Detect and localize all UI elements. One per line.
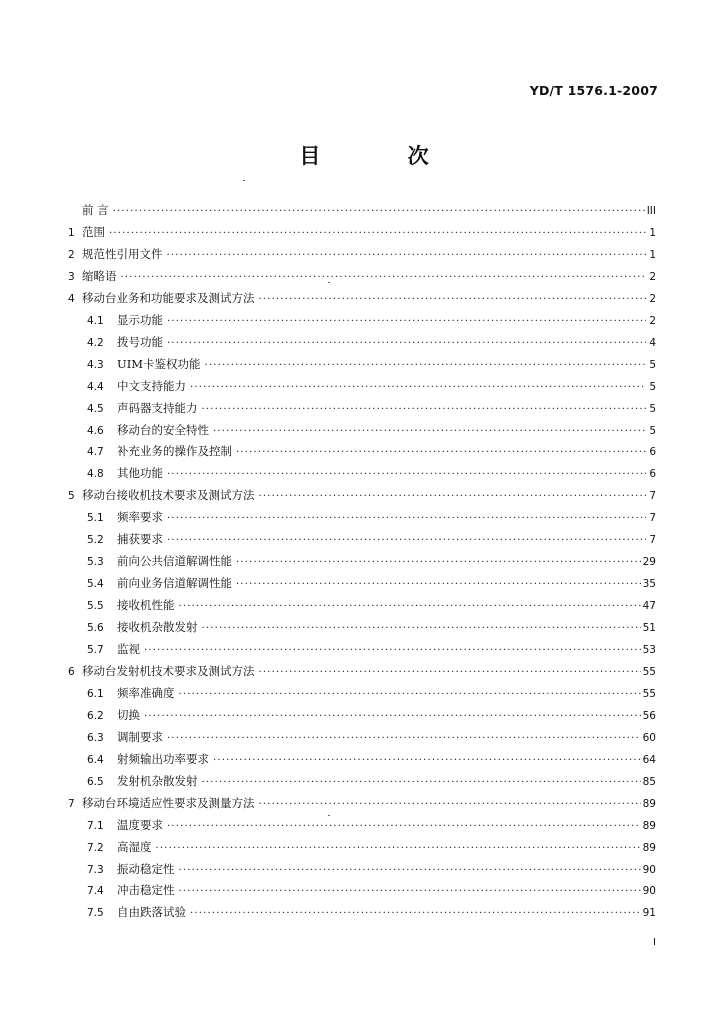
toc-entry[interactable] (68, 749, 656, 769)
toc-dot-leader (259, 487, 647, 507)
toc-entry-number: 7.5 (87, 907, 104, 919)
toc-entry-number: 7 (68, 798, 75, 810)
toc-entry[interactable] (68, 288, 656, 308)
scan-speck (328, 815, 330, 816)
toc-dot-leader (121, 268, 647, 288)
scan-speck (328, 282, 330, 283)
toc-entry-title: 规范性引用文件 (82, 247, 163, 261)
toc-entry[interactable] (68, 617, 656, 637)
toc-entry[interactable] (68, 463, 656, 483)
toc-dot-leader (213, 422, 646, 442)
toc-entry-title: 自由跌落试验 (117, 905, 186, 919)
toc-dot-leader (167, 531, 646, 551)
toc-entry[interactable] (68, 222, 656, 242)
toc-dot-leader (167, 312, 646, 332)
toc-entry-title: 频率要求 (117, 510, 163, 524)
toc-entry-title: 显示功能 (117, 313, 163, 327)
toc-dot-leader (156, 839, 641, 859)
toc-entry-page: 6 (649, 468, 656, 480)
toc-entry-page: 90 (642, 864, 656, 876)
toc-entry-page: 35 (642, 578, 656, 590)
toc-entry-title: 高湿度 (117, 840, 152, 854)
toc-entry-number: 5.1 (87, 512, 104, 524)
toc-dot-leader (179, 685, 641, 705)
toc-dot-leader (190, 904, 641, 924)
toc-dot-leader (190, 378, 646, 398)
toc-entry-number: 4.6 (87, 425, 104, 437)
toc-dot-leader (144, 641, 641, 661)
toc-entry-number: 6 (68, 666, 75, 678)
toc-entry-title: 移动台环境适应性要求及测量方法 (82, 796, 255, 810)
toc-entry-number: 6.5 (87, 776, 104, 788)
toc-entry-number: 5.3 (87, 556, 104, 568)
toc-entry[interactable] (68, 507, 656, 527)
toc-entry-page: 91 (642, 907, 656, 919)
toc-entry-title: 缩略语 (82, 269, 117, 283)
toc-dot-leader (144, 707, 641, 727)
toc-dot-leader (167, 246, 647, 266)
toc-entry-number: 5.2 (87, 534, 104, 546)
toc-entry-title: 移动台业务和功能要求及测试方法 (82, 291, 255, 305)
toc-entry-title: 移动台的安全特性 (117, 423, 209, 437)
toc-entry-title: 发射机杂散发射 (117, 774, 198, 788)
toc-entry-title: 振动稳定性 (117, 862, 175, 876)
toc-entry[interactable] (68, 244, 656, 264)
toc-entry-number: 4.1 (87, 315, 104, 327)
toc-entry[interactable] (68, 529, 656, 549)
toc-entry-title: 监视 (117, 642, 140, 656)
toc-entry-title: 声码器支持能力 (117, 401, 198, 415)
toc-dot-leader (167, 509, 646, 529)
toc-entry-page: 47 (642, 600, 656, 612)
toc-entry[interactable] (68, 771, 656, 791)
toc-entry-number: 3 (68, 271, 75, 283)
toc-dot-leader (259, 663, 641, 683)
toc-entry-page: 1 (649, 227, 656, 239)
toc-entry-title: 移动台发射机技术要求及测试方法 (82, 664, 255, 678)
toc-entry-page: 5 (649, 359, 656, 371)
standard-number: YD/T 1576.1-2007 (529, 83, 658, 98)
toc-entry[interactable] (68, 573, 656, 593)
toc-entry-page: 29 (642, 556, 656, 568)
toc-entry-page: 6 (649, 446, 656, 458)
toc-entry[interactable] (68, 705, 656, 725)
toc-entry[interactable] (68, 398, 656, 418)
toc-entry-page: III (646, 205, 656, 217)
toc-dot-leader (202, 619, 641, 639)
toc-dot-leader (109, 224, 646, 244)
toc-entry[interactable] (68, 310, 656, 330)
toc-entry-number: 7.1 (87, 820, 104, 832)
toc-entry-page: 2 (649, 315, 656, 327)
toc-entry-number: 6.3 (87, 732, 104, 744)
toc-entry-number: 7.3 (87, 864, 104, 876)
toc-entry[interactable] (68, 837, 656, 857)
toc-entry-number: 1 (68, 227, 75, 239)
toc-entry-number: 5 (68, 490, 75, 502)
toc-entry-page: 7 (649, 512, 656, 524)
toc-entry-title: 范围 (82, 225, 105, 239)
toc-entry-page: 51 (642, 622, 656, 634)
toc-entry-page: 55 (642, 688, 656, 700)
toc-entry[interactable] (68, 551, 656, 571)
toc-entry-page: 2 (649, 271, 656, 283)
toc-dot-leader (179, 597, 641, 617)
toc-entry-title: 移动台接收机技术要求及测试方法 (82, 488, 255, 502)
toc-dot-leader (113, 202, 645, 222)
toc-dot-leader (179, 861, 641, 881)
toc-entry-title: UIM卡鉴权功能 (117, 357, 201, 371)
toc-entry-title: 前 言 (82, 203, 109, 217)
toc-entry-title: 其他功能 (117, 466, 163, 480)
toc-entry[interactable] (68, 595, 656, 615)
toc-entry-title: 切换 (117, 708, 140, 722)
toc-entry-number: 4.2 (87, 337, 104, 349)
toc-entry-title: 温度要求 (117, 818, 163, 832)
scan-speck (243, 180, 245, 181)
page-title: 目 次 (299, 143, 469, 168)
toc-entry[interactable] (68, 859, 656, 879)
toc-entry-page: 89 (642, 842, 656, 854)
page-number: I (653, 937, 656, 948)
toc-entry-number: 6.1 (87, 688, 104, 700)
toc-entry[interactable] (68, 354, 656, 374)
toc-entry-page: 7 (649, 490, 656, 502)
toc-entry-page: 85 (642, 776, 656, 788)
toc-dot-leader (202, 400, 647, 420)
toc-dot-leader (167, 729, 641, 749)
toc-dot-leader (259, 795, 641, 815)
toc-entry[interactable] (68, 902, 656, 922)
toc-entry-title: 频率准确度 (117, 686, 175, 700)
toc-entry-number: 4.8 (87, 468, 104, 480)
toc-entry-page: 55 (642, 666, 656, 678)
toc-entry-title: 捕获要求 (117, 532, 163, 546)
toc-dot-leader (236, 553, 641, 573)
toc-entry-title: 前向业务信道解调性能 (117, 576, 232, 590)
toc-entry[interactable] (68, 793, 656, 813)
toc-entry-title: 接收机性能 (117, 598, 175, 612)
toc-entry-title: 中文支持能力 (117, 379, 186, 393)
toc-entry[interactable] (68, 815, 656, 835)
toc-entry-title: 射频输出功率要求 (117, 752, 209, 766)
toc-entry-page: 60 (642, 732, 656, 744)
toc-entry-page: 1 (649, 249, 656, 261)
toc-entry[interactable] (68, 441, 656, 461)
toc-entry[interactable] (68, 332, 656, 352)
toc-entry-number: 4 (68, 293, 75, 305)
toc-entry-number: 5.4 (87, 578, 104, 590)
toc-entry-page: 2 (649, 293, 656, 305)
toc-dot-leader (236, 443, 646, 463)
toc-dot-leader (259, 290, 647, 310)
toc-dot-leader (202, 773, 641, 793)
toc-entry-title: 接收机杂散发射 (117, 620, 198, 634)
toc-entry-title: 调制要求 (117, 730, 163, 744)
toc-entry-title: 冲击稳定性 (117, 883, 175, 897)
toc-dot-leader (205, 356, 646, 376)
toc-entry[interactable] (68, 880, 656, 900)
toc-entry-number: 7.4 (87, 885, 104, 897)
toc-entry[interactable] (68, 420, 656, 440)
toc-dot-leader (167, 334, 646, 354)
toc-entry-number: 5.5 (87, 600, 104, 612)
toc-entry-number: 5.7 (87, 644, 104, 656)
toc-entry-page: 5 (649, 403, 656, 415)
toc-entry-page: 5 (649, 381, 656, 393)
toc-entry-number: 4.4 (87, 381, 104, 393)
toc-entry-number: 6.4 (87, 754, 104, 766)
toc-entry[interactable] (68, 661, 656, 681)
toc-entry-page: 64 (642, 754, 656, 766)
toc-entry-number: 2 (68, 249, 75, 261)
toc-dot-leader (236, 575, 641, 595)
toc-entry-page: 4 (649, 337, 656, 349)
toc-entry-page: 7 (649, 534, 656, 546)
toc-entry-number: 4.7 (87, 446, 104, 458)
toc-entry-page: 5 (649, 425, 656, 437)
toc-entry[interactable] (68, 376, 656, 396)
toc-entry-page: 53 (642, 644, 656, 656)
toc-dot-leader (167, 817, 641, 837)
toc-entry[interactable] (68, 683, 656, 703)
toc-dot-leader (179, 882, 641, 902)
toc-entry[interactable] (68, 266, 656, 286)
toc-entry-title: 拨号功能 (117, 335, 163, 349)
toc-entry-page: 90 (642, 885, 656, 897)
toc-entry-number: 5.6 (87, 622, 104, 634)
toc-entry-number: 4.5 (87, 403, 104, 415)
toc-dot-leader (213, 751, 641, 771)
toc-entry-number: 6.2 (87, 710, 104, 722)
toc-entry[interactable] (68, 200, 656, 220)
toc-dot-leader (167, 465, 646, 485)
toc-entry-number: 4.3 (87, 359, 104, 371)
toc-entry-page: 56 (642, 710, 656, 722)
toc-entry-page: 89 (642, 798, 656, 810)
toc-entry-page: 89 (642, 820, 656, 832)
toc-entry-title: 前向公共信道解调性能 (117, 554, 232, 568)
toc-entry-number: 7.2 (87, 842, 104, 854)
toc-entry[interactable] (68, 727, 656, 747)
toc-entry-title: 补充业务的操作及控制 (117, 444, 232, 458)
toc-entry[interactable] (68, 485, 656, 505)
toc-entry[interactable] (68, 639, 656, 659)
